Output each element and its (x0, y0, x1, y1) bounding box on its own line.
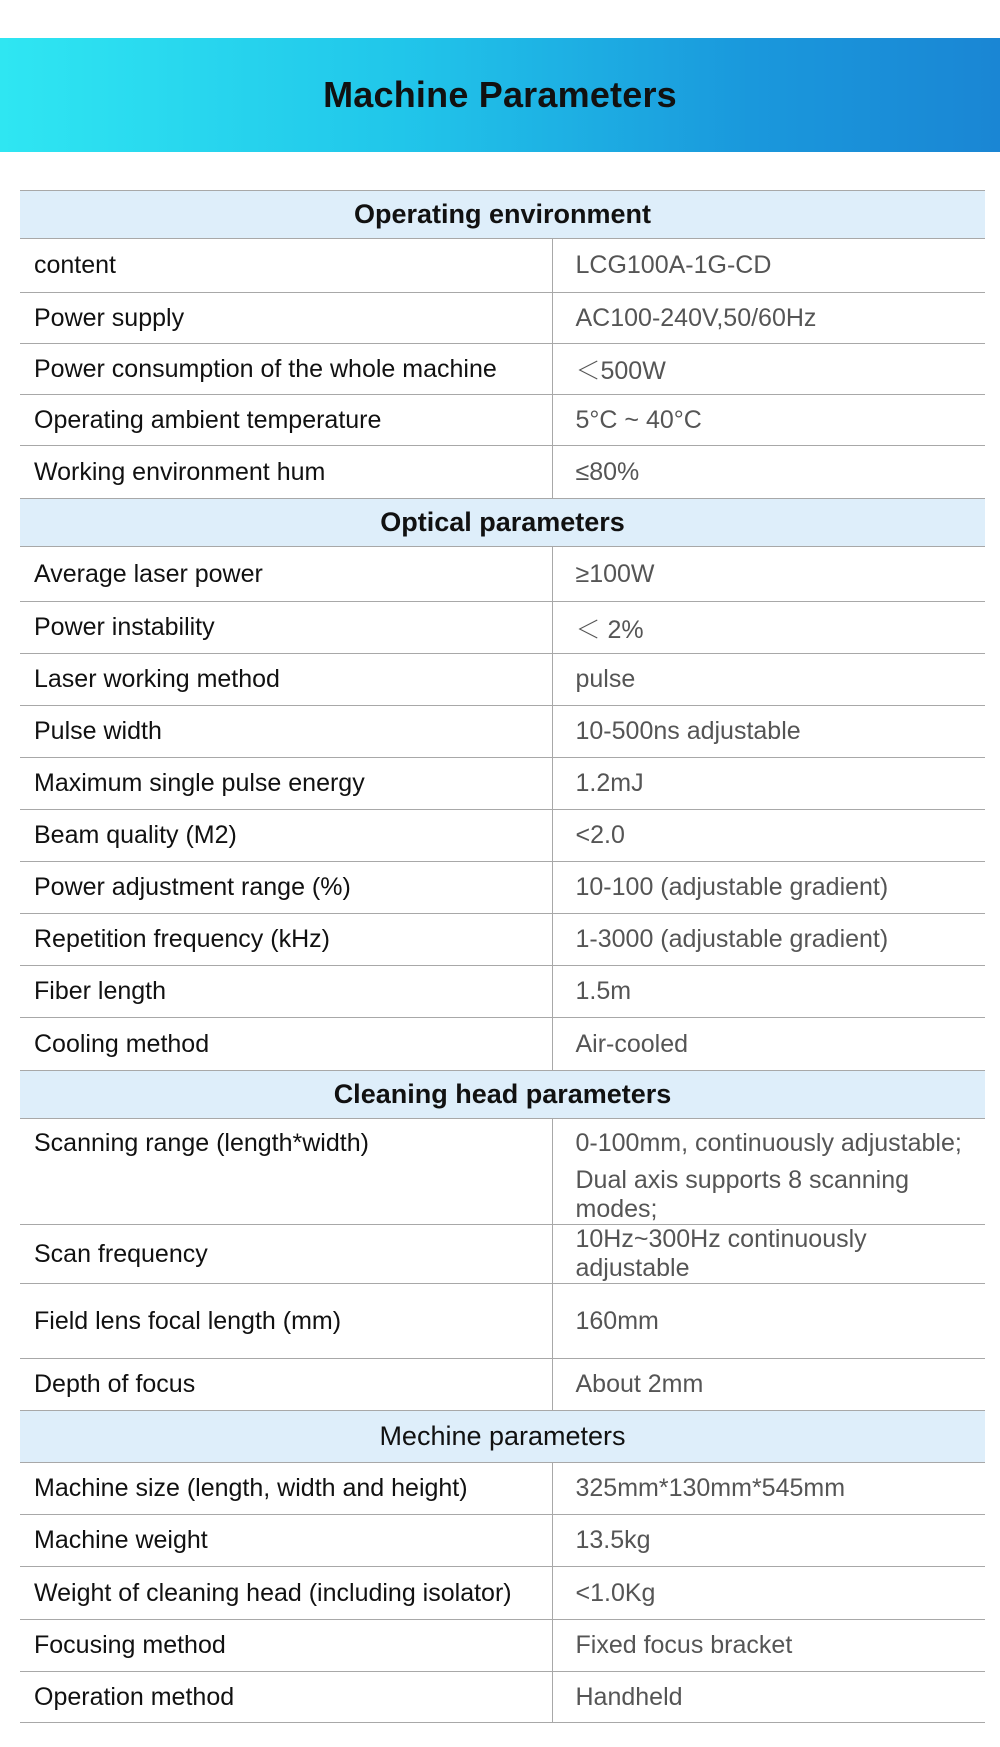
table-row (20, 862, 985, 914)
section-header-optical-parameters (20, 499, 985, 547)
row-label: Scanning range (length*width) (20, 1119, 552, 1225)
row-label: Focusing method (20, 1620, 552, 1672)
row-label: Machine size (length, width and height) (20, 1463, 552, 1515)
row-label: Laser working method (20, 654, 552, 706)
table-row (20, 293, 985, 344)
row-value: <1.0Kg (552, 1567, 985, 1620)
row-label: Power consumption of the whole machine (20, 344, 552, 395)
row-label: Repetition frequency (kHz) (20, 914, 552, 966)
table-row (20, 344, 985, 395)
row-label: Scan frequency (20, 1225, 552, 1284)
row-label: Power supply (20, 293, 552, 344)
table-row (20, 446, 985, 499)
row-label: Weight of cleaning head (including isolator) (20, 1567, 552, 1620)
row-value: 10-100 (adjustable gradient) (552, 862, 985, 914)
table-row (20, 1515, 985, 1567)
row-value: Handheld (552, 1672, 985, 1723)
row-value: 10Hz~300Hz continuously adjustable (552, 1225, 985, 1284)
row-label: Pulse width (20, 706, 552, 758)
table-row (20, 810, 985, 862)
table-row (20, 1359, 985, 1411)
section-title: Mechine parameters (20, 1411, 985, 1463)
table-row (20, 1284, 985, 1359)
table-row (20, 914, 985, 966)
parameters-table (20, 190, 985, 1723)
row-value: 1-3000 (adjustable gradient) (552, 914, 985, 966)
table-row (20, 654, 985, 706)
row-label: Beam quality (M2) (20, 810, 552, 862)
section-header-mechine-parameters (20, 1411, 985, 1463)
row-value: <2.0 (552, 810, 985, 862)
row-label: Average laser power (20, 547, 552, 602)
table-row (20, 1567, 985, 1620)
row-label: Field lens focal length (mm) (20, 1284, 552, 1359)
section-title: Cleaning head parameters (20, 1071, 985, 1119)
row-label: Depth of focus (20, 1359, 552, 1411)
row-value: ≤80% (552, 446, 985, 499)
row-value: ＜ 2% (552, 602, 985, 654)
row-label: Cooling method (20, 1018, 552, 1071)
row-value: Fixed focus bracket (552, 1620, 985, 1672)
section-title: Optical parameters (20, 499, 985, 547)
section-header-operating-environment (20, 191, 985, 239)
table-row (20, 547, 985, 602)
table-row (20, 1018, 985, 1071)
table-row (20, 1620, 985, 1672)
table-row (20, 602, 985, 654)
table-row (20, 1672, 985, 1723)
row-value-line-1: 0-100mm, continuously adjustable; (575, 1129, 962, 1157)
row-label: Power instability (20, 602, 552, 654)
row-label: Maximum single pulse energy (20, 758, 552, 810)
row-value: 5°C ~ 40°C (552, 395, 985, 446)
row-value: Air-cooled (552, 1018, 985, 1071)
row-value: ≥100W (552, 547, 985, 602)
row-value: About 2mm (552, 1359, 985, 1411)
row-label: Working environment hum (20, 446, 552, 499)
row-label: Operation method (20, 1672, 552, 1723)
table-row (20, 239, 985, 293)
row-value: ＜500W (552, 344, 985, 395)
row-value: LCG100A-1G-CD (552, 239, 985, 293)
title-banner (0, 38, 1000, 152)
row-value: 10-500ns adjustable (552, 706, 985, 758)
row-value: 1.5m (552, 966, 985, 1018)
table-row (20, 1225, 985, 1284)
row-value: 13.5kg (552, 1515, 985, 1567)
row-label: Power adjustment range (%) (20, 862, 552, 914)
row-label: content (20, 239, 552, 293)
page-title: Machine Parameters (323, 74, 677, 115)
row-label: Machine weight (20, 1515, 552, 1567)
section-title: Operating environment (20, 191, 985, 239)
row-value: 160mm (552, 1284, 985, 1359)
row-value: 325mm*130mm*545mm (552, 1463, 985, 1515)
table-row (20, 1119, 985, 1225)
row-label: Operating ambient temperature (20, 395, 552, 446)
table-row (20, 1463, 985, 1515)
row-value: pulse (552, 654, 985, 706)
row-value: AC100-240V,50/60Hz (552, 293, 985, 344)
row-label: Fiber length (20, 966, 552, 1018)
table-row (20, 966, 985, 1018)
section-header-cleaning-head-parameters (20, 1071, 985, 1119)
row-value-line-2: Dual axis supports 8 scanning modes; (575, 1166, 910, 1223)
table-row (20, 706, 985, 758)
row-value: 1.2mJ (552, 758, 985, 810)
table-row (20, 758, 985, 810)
row-value (552, 1119, 985, 1225)
table-row (20, 395, 985, 446)
